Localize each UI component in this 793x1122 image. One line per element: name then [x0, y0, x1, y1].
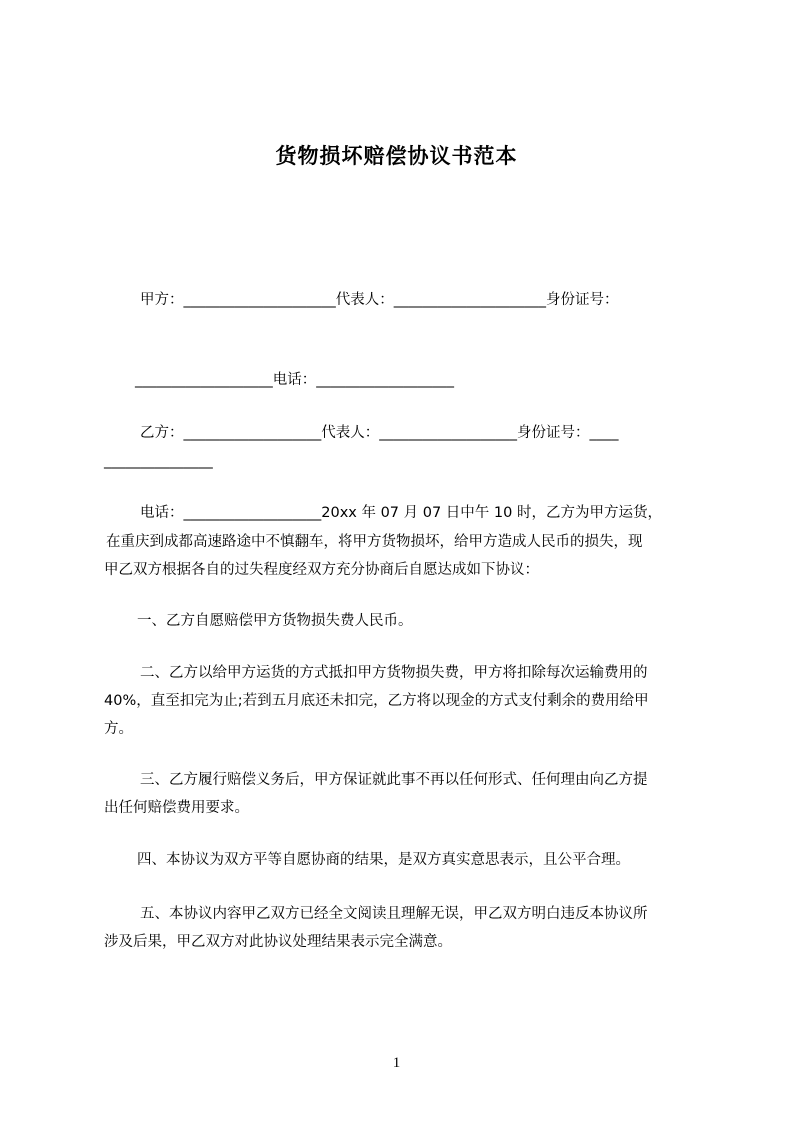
party-b-line: 乙方：___________________代表人：___________________身份证号：____ [140, 425, 619, 441]
intro-line-1: 电话：___________________20xx 年 07 月 07 日中午 10 时，乙方为甲方运货， [140, 505, 662, 521]
clause-3-line-1: 三、乙方履行赔偿义务后，甲方保证就此事不再以任何形式、任何理由向乙方提 [140, 772, 648, 788]
intro-line-3: 甲乙双方根据各自的过失程度经双方充分协商后自愿达成如下协议： [104, 562, 539, 578]
clause-4: 四、本协议为双方平等自愿协商的结果，是双方真实意思表示，且公平合理。 [137, 852, 630, 868]
clause-1: 一、乙方自愿赔偿甲方货物损失费人民币。 [137, 613, 413, 629]
clause-2-line-3: 方。 [104, 721, 133, 737]
party-a-line: 甲方：_____________________代表人：_____________________身份证号： [140, 292, 619, 308]
party-a-phone-line: ___________________电话：___________________ [135, 372, 454, 388]
intro-line-2: 在重庆到成都高速路途中不慎翻车，将甲方货物损坏，给甲方造成人民币的损失，现 [106, 534, 643, 550]
party-b-id-continued: _______________ [104, 453, 213, 469]
clause-2-line-2: 40%，直至扣完为止;若到五月底还未扣完，乙方将以现金的方式支付剩余的费用给甲 [104, 693, 649, 709]
document-title: 货物损坏赔偿协议书范本 [275, 144, 518, 168]
page-number: 1 [392, 1055, 401, 1071]
clause-3-line-2: 出任何赔偿费用要求。 [104, 800, 249, 816]
clause-5-line-1: 五、本协议内容甲乙双方已经全文阅读且理解无误，甲乙双方明白违反本协议所 [140, 906, 648, 922]
clause-2-line-1: 二、乙方以给甲方运货的方式抵扣甲方货物损失费，甲方将扣除每次运输费用的 [140, 665, 648, 681]
clause-5-line-2: 涉及后果，甲乙双方对此协议处理结果表示完全满意。 [104, 934, 452, 950]
